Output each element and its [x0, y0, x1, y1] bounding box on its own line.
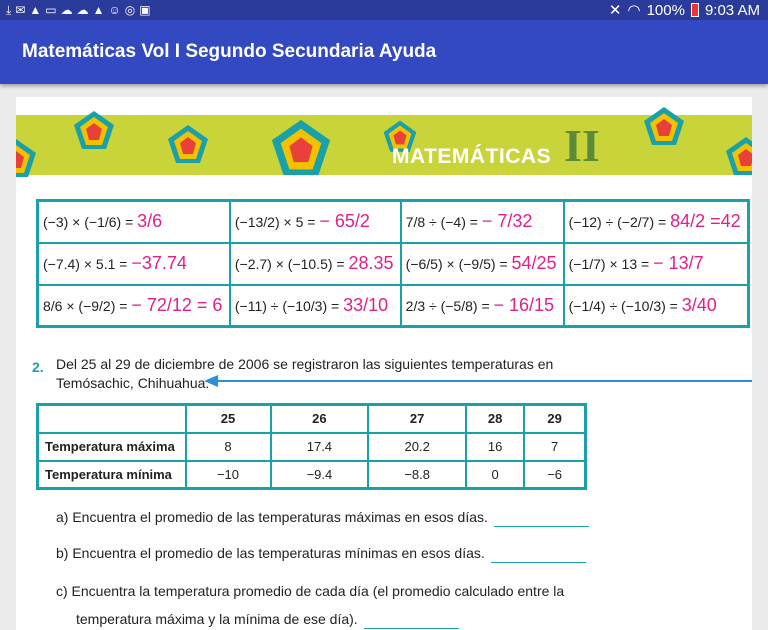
sub-question-b: b) Encuentra el promedio de las temperaturas mínimas en esos días. [56, 543, 586, 563]
max-temp-cell: 8 [186, 433, 271, 461]
app-title: Matemáticas Vol I Segundo Secundaria Ayuda [22, 41, 437, 62]
table-row [38, 433, 586, 461]
clock: 9:03 AM [704, 1, 760, 19]
min-temp-cell: −6 [524, 461, 585, 489]
pentagon-decoration-icon [16, 137, 38, 181]
operation-cell: (−3) × (−1/6) = 3/6 [38, 201, 230, 243]
max-temp-cell: 17.4 [271, 433, 369, 461]
battery-level: 100% [646, 1, 685, 19]
drive-icon: ▲ [29, 2, 42, 17]
table-row [38, 461, 586, 489]
pentagon-decoration-icon [166, 123, 210, 167]
battery-icon [691, 3, 699, 17]
operation-cell: 8/6 × (−9/2) = − 72/12 = 6 [38, 285, 230, 327]
min-temp-cell: −9.4 [271, 461, 369, 489]
annotation-arrow-line [216, 380, 752, 382]
document-page[interactable] [16, 97, 752, 630]
operation-cell: (−11) ÷ (−10/3) = 33/10 [230, 285, 401, 327]
app-bar [0, 20, 768, 84]
handwritten-answer: − 65/2 [319, 211, 370, 232]
wifi-icon: ◠ [627, 2, 641, 19]
handwritten-answer: 3/6 [137, 211, 163, 232]
answer-blank [491, 549, 586, 563]
handwritten-answer: − 13/7 [653, 253, 704, 273]
store-icon: ▣ [139, 2, 151, 17]
answer-blank [364, 615, 459, 629]
notification-icons [6, 3, 151, 18]
handwritten-answer: 84/2 =42 [670, 211, 741, 232]
mute-icon: ✕ [608, 2, 622, 19]
min-temp-cell: −10 [186, 461, 271, 489]
banner-title: MATEMÁTICAS [392, 145, 552, 168]
answer-blank [494, 513, 589, 527]
day-header: 26 [271, 405, 369, 433]
sub-question-c: c) Encuentra la temperatura promedio de cada día (el promedio calculado entre la [56, 583, 565, 599]
operation-cell: 2/3 ÷ (−5/8) = − 16/15 [401, 285, 564, 327]
pentagon-decoration-icon [266, 117, 336, 181]
handwritten-answer: − 7/32 [481, 211, 533, 232]
cloud-icon: ☁ [76, 2, 89, 17]
day-header: 27 [368, 405, 466, 433]
operation-cell: (−6/5) × (−9/5) = 54/25 [401, 243, 564, 285]
row-label-min: Temperatura mínima [38, 461, 186, 489]
operations-table [36, 199, 750, 328]
pentagon-decoration-icon [724, 135, 752, 179]
question-number: 2. [32, 359, 44, 375]
max-temp-cell: 16 [466, 433, 524, 461]
operation-cell: (−1/7) × 13 = − 13/7 [564, 243, 749, 285]
sub-question-a: a) Encuentra el promedio de las temperaturas máximas en esos días. [56, 507, 589, 527]
status-bar [0, 0, 768, 20]
table-row [38, 285, 749, 327]
drive-icon: ▲ [92, 2, 105, 17]
table-row [38, 405, 586, 433]
day-header: 25 [186, 405, 271, 433]
max-temp-cell: 7 [524, 433, 585, 461]
handwritten-answer: 3/40 [681, 294, 717, 315]
cloud-icon: ☁ [60, 2, 73, 17]
question-text: Del 25 al 29 de diciembre de 2006 se registraron las siguientes temperaturas en Temósachic, Chihuahua: [56, 356, 554, 391]
operation-cell: (−1/4) ÷ (−10/3) = 3/40 [564, 285, 749, 327]
handwritten-answer: − 72/12 = 6 [131, 294, 223, 315]
min-temp-cell: −8.8 [368, 461, 466, 489]
table-row [38, 201, 749, 243]
day-header: 29 [524, 405, 585, 433]
sub-question-c-continued: temperatura máxima y la mínima de ese día). [76, 609, 459, 629]
table-corner-cell [38, 405, 186, 433]
day-header: 28 [466, 405, 524, 433]
handwritten-answer: −37.74 [131, 253, 187, 273]
handwritten-answer: − 16/15 [493, 294, 555, 315]
pentagon-decoration-icon [642, 105, 686, 149]
handwritten-answer: 54/25 [511, 253, 557, 273]
banner-roman-numeral: II [564, 120, 600, 171]
mail-icon: ✉ [15, 2, 26, 17]
handwritten-answer: 33/10 [343, 294, 389, 315]
download-icon: ⤓ [6, 2, 12, 17]
min-temp-cell: 0 [466, 461, 524, 489]
smiley-icon: ☺ [108, 2, 121, 17]
cast-icon: ▭ [45, 2, 57, 17]
target-icon: ◎ [124, 2, 136, 17]
operation-cell: (−2.7) × (−10.5) = 28.35 [230, 243, 401, 285]
pentagon-decoration-icon [72, 109, 116, 153]
operation-cell: (−13/2) × 5 = − 65/2 [230, 201, 401, 243]
max-temp-cell: 20.2 [368, 433, 466, 461]
table-row [38, 243, 749, 285]
temperature-table [36, 403, 587, 490]
handwritten-answer: 28.35 [348, 253, 394, 273]
operation-cell: (−7.4) × 5.1 = −37.74 [38, 243, 230, 285]
operation-cell: (−12) ÷ (−2/7) = 84/2 =42 [564, 201, 749, 243]
operation-cell: 7/8 ÷ (−4) = − 7/32 [401, 201, 564, 243]
row-label-max: Temperatura máxima [38, 433, 186, 461]
